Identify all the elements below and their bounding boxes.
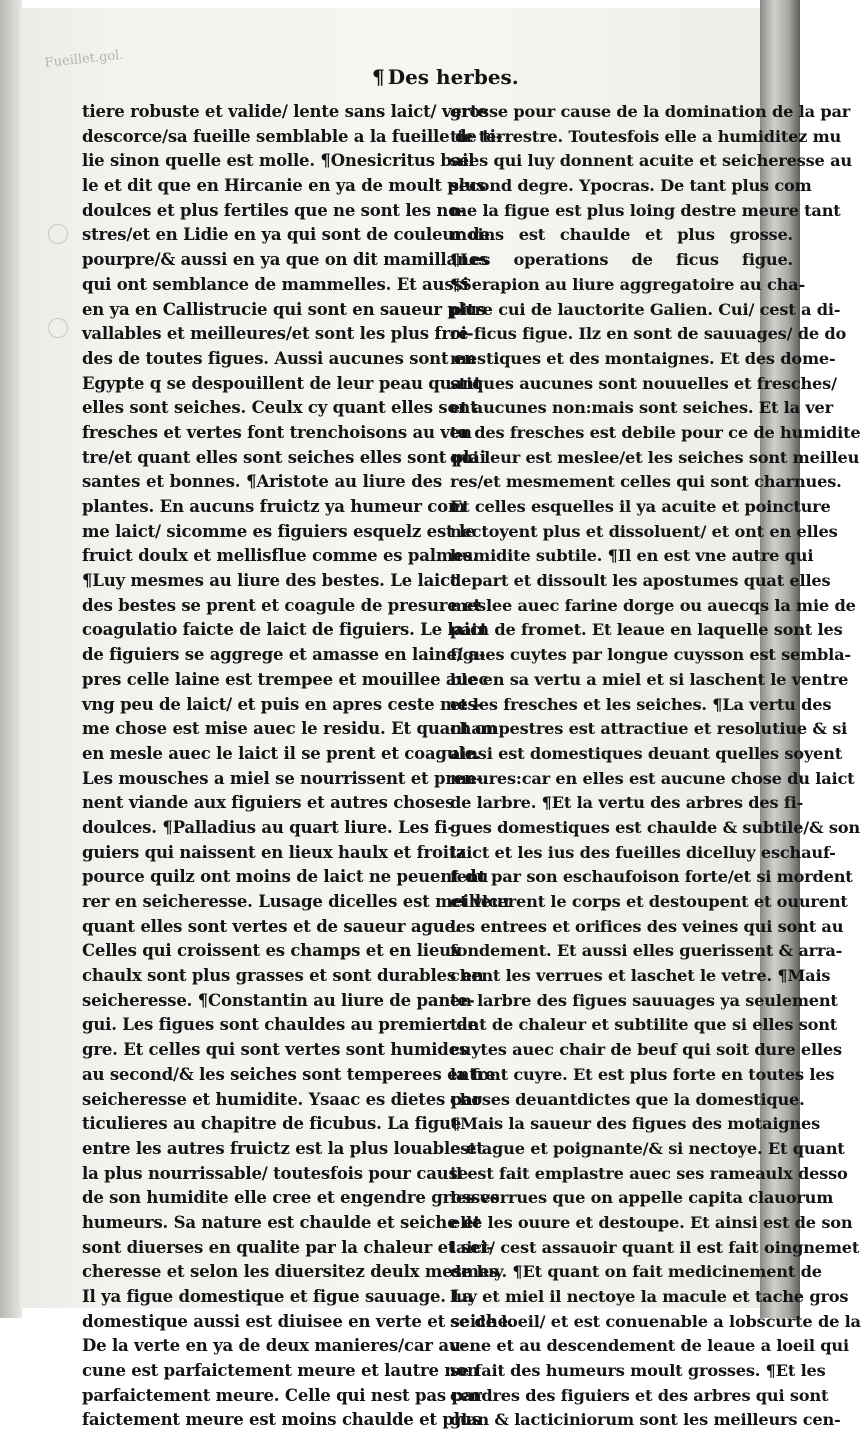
text-line: qui leur est meslee/et les seiches sont meilleu [450,447,860,467]
text-line: glan & lacticiniorum sont les meilleurs cen- [450,1410,841,1430]
text-line: me la figue est plus loing destre meure tant [450,200,841,220]
text-line: guiers qui naissent en lieux haulx et froitz [82,842,466,862]
text-line: second degre. Ypocras. De tant plus com [450,176,812,196]
text-line: ¶Luy mesmes au liure des bestes. Le laict [82,571,458,591]
text-line: ainsi est domestiques deuant quelles soyent [450,743,843,763]
text-line: re ficus figue. Ilz en sont de sauuages/ de do [450,324,847,344]
text-line: les entrees et orifices des veines qui sont au [450,916,844,936]
text-line: en larbre des figues sauuages ya seulement [450,990,838,1010]
text-line: le et dit que en Hircanie en ya de moult plus [82,176,486,196]
text-line: fent par son eschaufoison forte/et si mordent [450,867,853,887]
text-line: elles sont seiches. Ceulx cy quant elles sont [82,398,478,418]
text-line: cuytes auec chair de beuf qui soit dure elles [450,1040,842,1060]
text-line: sees qui luy donnent acuite et seicheresse au [450,151,852,171]
text-line: est ague et poignante/& si nectoye. Et quant [450,1138,845,1158]
text-line: doulces. ¶Palladius au quart liure. Les fi- [82,817,455,837]
text-line: depart et dissoult les apostumes quat elles [450,571,831,591]
text-line: mestiques et des montaignes. Et des dome- [450,348,836,368]
text-line: vene et au descendement de leaue a loeil qui [450,1336,849,1356]
text-line: la plus nourrissable/ toutesfois pour cause [82,1163,468,1183]
running-head [372,64,532,90]
text-line: De la verte en ya de deux manieres/car au- [82,1336,468,1356]
text-line: gues domestiques est chaulde & subtile/& son [450,817,860,837]
text-line: doulces et plus fertiles que ne sont les no- [82,200,466,220]
pilcrow-mark: ¶ [372,65,385,89]
text-line: qui ont semblance de mammelles. Et aussi [82,274,469,294]
text-line: stres/et en Lidie en ya qui sont de couleur de [82,225,490,245]
text-line: moins est chaulde et plus grosse. [450,225,793,245]
text-line: en mesle auec le laict il se prent et coagule. [82,743,481,763]
text-line: cune est parfaictement meure et lautre non [82,1361,479,1381]
page-edge-left [0,0,22,1318]
text-line: fruict doulx et mellisflue comme es palmes. [82,546,479,566]
text-line: les verrues que on appelle capita clauorum [450,1188,834,1208]
text-line: en ya en Callistrucie qui sont en saueur plus [82,299,486,319]
show-through-mark [48,318,68,338]
text-line: coagulatio faicte de laict de figuiers. Le laict [82,620,488,640]
text-line: Celles qui croissent es champs et en lieux [82,941,461,961]
text-line: et aucunes non:mais sont seiches. Et la ver [450,398,833,418]
text-line: tiere robuste et valide/ lente sans laict/ verte [82,102,488,121]
text-line: seicheresse. ¶Constantin au liure de pante- [82,990,475,1010]
text-line: quant elles sont vertes et de saueur ague. [82,916,461,936]
text-line: Les mousches a miel se nourrissent et pren- [82,768,483,788]
text-line: gre. Et celles qui sont vertes sont humides [82,1040,469,1060]
text-line: pitre cui de lauctorite Galien. Cui/ cest a di- [450,299,841,319]
text-line: domestique aussi est diuisee en verte et seiche. [82,1311,514,1331]
text-line: cheresse et selon les diuersitez deulx mesmes [82,1262,499,1282]
running-head-title: Des herbes. [387,65,519,89]
text-line: nectoyent plus et dissoluent/ et ont en elles [450,521,838,541]
text-line: me chose est mise auec le residu. Et quant on [82,719,498,739]
text-line: lie sinon quelle est molle. ¶Onesicritus bail [82,151,475,171]
text-line: luy et miel il nectoye la macule et tache gros [450,1287,849,1306]
text-line: au second/& les seiches sont temperees entre [82,1064,496,1084]
text-line: laict/ cest assauoir quant il est fait oingnemet [450,1237,860,1257]
text-line: grosse pour cause de la domination de la par [450,102,851,121]
text-line: des bestes se prent et coagule de presure et [82,595,481,615]
left-text-column [82,100,514,1430]
text-line: parfaictement meure. Celle qui nest pas par [82,1385,482,1405]
text-line: de son humidite elle cree et engendre grosses [82,1188,500,1208]
text-line: de larbre. ¶Et la vertu des arbres des fi- [450,793,804,813]
text-line: vallables et meilleures/et sont les plus froi- [82,324,474,344]
text-line: pain de fromet. Et leaue en laquelle sont les [450,620,843,640]
text-line: pourpre/& aussi en ya que on dit mamillanes [82,250,489,270]
text-line: meslee auec farine dorge ou auecqs la mie de [450,595,856,615]
text-line: santes et bonnes. ¶Aristote au liure des [82,472,442,492]
text-line: de luy. ¶Et quant on fait medicinement de [450,1262,822,1282]
text-line: gui. Les figues sont chauldes au premier de [82,1015,478,1035]
text-line: et vlcerent le corps et destoupent et ouurent [450,892,848,911]
bleed-through-text: Fueillet.gol. [44,47,125,71]
show-through-mark [48,224,68,244]
text-line: ¶Les operations de ficus figue. [450,250,793,270]
text-line: meures:car en elles est aucune chose du laict [450,768,855,788]
text-line: seicheresse et humidite. Ysaac es dietes par [82,1089,481,1109]
text-line: se de loeil/ et est conuenable a lobscurte de la [450,1311,861,1331]
text-line: chent les verrues et laschet le vetre. ¶Mais [450,966,831,986]
text-line: pource quilz ont moins de laict ne peuent du [82,867,489,887]
text-line: pres celle laine est trempee et mouillee auec [82,669,489,689]
text-line: tie terrestre. Toutesfois elle a humiditez mu [450,126,842,146]
text-line: ble en sa vertu a miel et si laschent le ventre [450,669,849,689]
text-line: faictement meure est moins chaulde et plus [82,1410,481,1430]
text-line: fresches et vertes font trenchoisons au ven [82,422,472,442]
text-line: il est fait emplastre auec ses rameaulx desso [450,1163,848,1183]
text-line: stiques aucunes sont nouuelles et fresches/ [450,373,837,393]
text-line: Et celles esquelles il ya acuite et poincture [450,497,831,516]
text-line: humeurs. Sa nature est chaulde et seiche et [82,1212,481,1232]
text-line: de figuiers se aggrege et amasse en laine/ a- [82,645,486,665]
text-line: des de toutes figues. Aussi aucunes sont en [82,348,476,368]
text-line: nent viande aux figuiers et autres choses [82,793,455,813]
text-line: sont diuerses en qualite par la chaleur et sei- [82,1237,494,1257]
text-line: tant de chaleur et subtilite que si elles sont [450,1015,838,1035]
text-line: figues cuytes par longue cuysson est sembla- [450,645,851,665]
text-line: tu des fresches est debile pour ce de humidite [450,422,861,442]
text-line: chaulx sont plus grasses et sont durables en [82,966,484,986]
text-line: Egypte q se despouillent de leur peau quant [82,373,482,393]
text-line: me laict/ sicomme es figuiers esquelz est le [82,521,476,541]
text-line: tre/et quant elles sont seiches elles sont plai [82,447,486,467]
text-line: et les fresches et les seiches. ¶La vertu des [450,694,832,714]
text-line: laict et les ius des fueilles dicelluy eschauf- [450,842,836,862]
text-line: Il ya figue domestique et figue sauuage. La [82,1287,474,1306]
text-line: se fait des humeurs moult grosses. ¶Et les [450,1361,826,1381]
text-line: elle les ouure et destoupe. Et ainsi est de son [450,1212,853,1232]
text-line: choses deuantdictes que la domestique. [450,1089,805,1109]
text-line: la font cuyre. Et est plus forte en toutes les [450,1064,835,1084]
text-line: res/et mesmement celles qui sont charnues. [450,472,842,492]
text-line: champestres est attractiue et resolutiue & si [450,719,848,739]
text-line: rer en seicheresse. Lusage dicelles est meilleur [82,892,512,911]
text-line: vng peu de laict/ et puis en apres ceste mes- [82,694,484,714]
right-text-column [450,100,861,1430]
text-line: plantes. En aucuns fruictz ya humeur com [82,497,466,516]
text-line: ticulieres au chapitre de ficubus. La figue [82,1114,462,1134]
text-line: ¶Serapion au liure aggregatoire au cha- [450,274,805,294]
text-line: ¶Mais la saueur des figues des motaignes [450,1114,821,1134]
text-line: humidite subtile. ¶Il en est vne autre qui [450,546,814,566]
text-line: entre les autres fruictz est la plus louable et [82,1138,484,1158]
text-line: cendres des figuiers et des arbres qui sont [450,1385,829,1405]
text-line: descorce/sa fueille semblable a la fueille de ti- [82,126,503,146]
text-line: fondement. Et aussi elles guerissent & arra- [450,941,843,961]
